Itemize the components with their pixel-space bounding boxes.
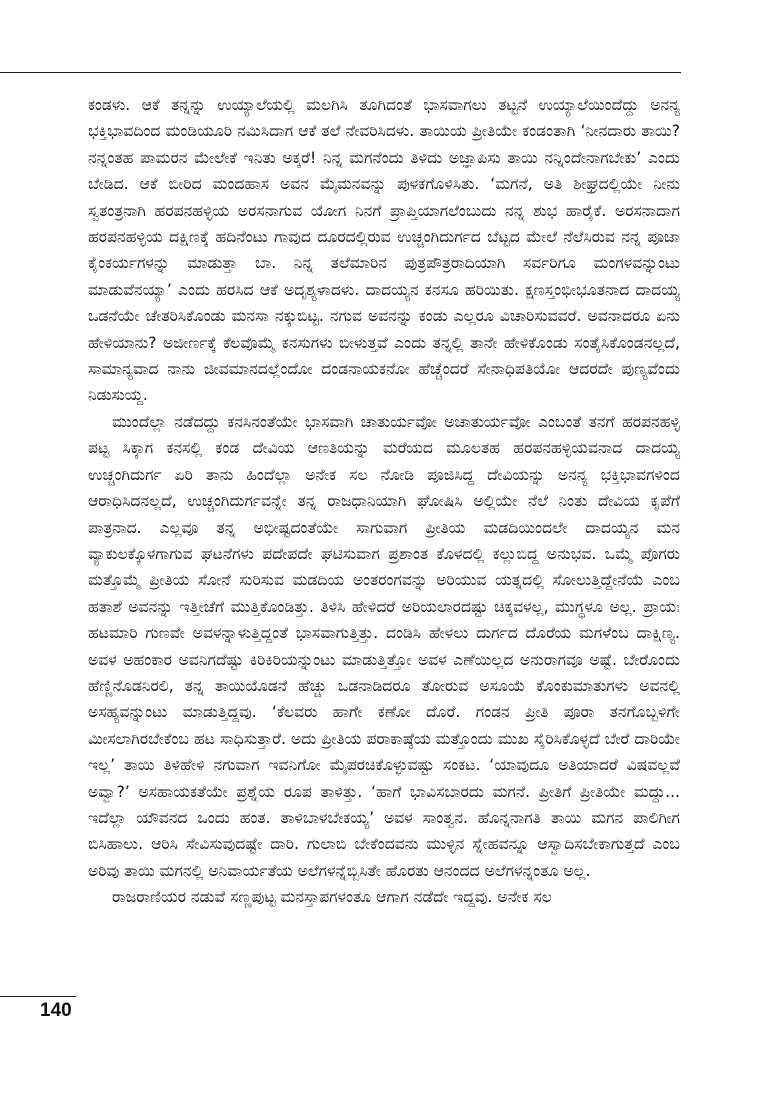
body-text <box>88 92 680 911</box>
page-number: 140 <box>40 1000 72 1021</box>
footer-rule <box>0 996 76 997</box>
header-rule <box>0 72 681 73</box>
paragraph-2: ಮುಂದೆಲ್ಲಾ ನಡೆದದ್ದು ಕನಸಿನಂತೆಯೇ ಭಾಸವಾಗಿ ಚಾತುರ್ಯವೋ ಅಚಾತುರ್ಯವೋ ಎಂಬಂತೆ ತನಗೆ ಹರಪನಹಳ್ಳಿ ಪಟ್ಟ ಸಿಕ್ಕಾಗ ಕನಸಲ್ಲಿ ಕಂಡ ದೇವಿಯ ಆಣತಿಯನ್ನು ಮರೆಯದ ಮೂಲತಹ ಹರಪನಹಳ್ಳಿಯವನಾದ ದಾದಯ್ಯ ಉಚ್ಚಂಗಿದುರ್ಗ ಏರಿ ತಾನು ಹಿಂದೆಲ್ಲಾ ಅನೇಕ ಸಲ ನೋಡಿ ಪೂಜಿಸಿದ್ದ ದೇವಿಯನ್ನು ಅನನ್ಯ ಭಕ್ತಿಭಾವಗಳಿಂದ ಆರಾಧಿಸಿದನಲ್ಲದೆ, ಉಚ್ಚಂಗಿದುರ್ಗವನ್ನೇ ತನ್ನ ರಾಜಧಾನಿಯಾಗಿ ಘೋಷಿಸಿ ಅಲ್ಲಿಯೇ ನೆಲೆ ನಿಂತು ದೇವಿಯ ಕೃಪೆಗೆ ಪಾತ್ರನಾದ. ಎಲ್ಲವೂ ತನ್ನ ಅಭೀಷ್ಟದಂತೆಯೇ ಸಾಗುವಾಗ ಪ್ರೀತಿಯ ಮಡದಿಯಿಂದಲೇ ದಾದಯ್ಯನ ಮನ ವ್ಯಾಕುಲಕ್ಕೊಳಗಾಗುವ ಘಟನೆಗಳು ಪದೇಪದೇ ಘಟಿಸುವಾಗ ಪ್ರಶಾಂತ ಕೊಳದಲ್ಲಿ ಕಲ್ಲುಬಿದ್ದ ಅನುಭವ. ಒಮ್ಮೆ ಪೊಗರು ಮತ್ತೊಮ್ಮೆ ಪ್ರೀತಿಯ ಸೋನೆ ಸುರಿಸುವ ಮಡದಿಯ ಅಂತರಂಗವನ್ನು ಅರಿಯುವ ಯತ್ನದಲ್ಲಿ ಸೋಲುತ್ತಿದ್ದೇನೆಯೆ ಎಂಬ ಹತಾಶೆ ಅವನನ್ನು ಇತ್ತೀಚೆಗೆ ಮುತ್ತಿಕೊಂಡಿತ್ತು. ತಿಳಿಸಿ ಹೇಳಿದರೆ ಅರಿಯಲಾರದಷ್ಟು ಚಿಕ್ಕವಳಲ್ಲ, ಮುಗ್ಧಳೂ ಅಲ್ಲ. ಪ್ರಾಯಃ ಹಟಮಾರಿ ಗುಣವೇ ಅವಳನ್ನಾಳುತ್ತಿದ್ದಂತೆ ಭಾಸವಾಗುತ್ತಿತ್ತು. ದಂಡಿಸಿ ಹೇಳಲು ದುರ್ಗದ ದೊರೆಯ ಮಗಳೆಂಬ ದಾಕ್ಷಿಣ್ಯ. ಅವಳ ಅಹಂಕಾರ ಅವನಿಗದೆಷ್ಟು ಕಿರಿಕಿರಿಯನ್ನುಂಟು ಮಾಡುತ್ತಿತ್ತೋ ಅವಳ ಎಣೆಯಿಲ್ಲದ ಅನುರಾಗವೂ ಅಷ್ಟೆ. ಬೇರೊಂದು ಹೆಣ್ಣಿನೊಡನಿರಲಿ, ತನ್ನ ತಾಯಿಯೊಡನೆ ಹೆಚ್ಚು ಒಡನಾಡಿದರೂ ತೋರುವ ಅಸೂಯೆ ಕೊಂಕುಮಾತುಗಳು ಅವನಲ್ಲಿ ಅಸಹ್ಯವನ್ನುಂಟು ಮಾಡುತ್ತಿದ್ದವು. ‘ಕೆಲವರು ಹಾಗೇ ಕಣೋ ದೊರೆ. ಗಂಡನ ಪ್ರೀತಿ ಪೂರಾ ತನಗೊಬ್ಬಳಿಗೇ ಮೀಸಲಾಗಿರಬೇಕೆಂಬ ಹಟ ಸಾಧಿಸುತ್ತಾರೆ. ಅದು ಪ್ರೀತಿಯ ಪರಾಕಾಷ್ಠೆಯ ಮತ್ತೊಂದು ಮುಖ ಸೈರಿಸಿಕೊಳ್ಳದೆ ಬೇರೆ ದಾರಿಯೇ ಇಲ್ಲ’ ತಾಯಿ ತಿಳಿಹೇಳಿ ನಗುವಾಗ ಇವನಿಗೋ ಮೈಪರಚಿಕೊಳ್ಳುವಷ್ಟು ಸಂಕಟ. ‘ಯಾವುದೂ ಅತಿಯಾದರೆ ವಿಷವಲ್ಲವೆ ಅವ್ವಾ?’ ಅಸಹಾಯಕತೆಯೇ ಪ್ರಶ್ನೆಯ ರೂಪ ತಾಳಿತ್ತು. ‘ಹಾಗೆ ಭಾವಿಸಬಾರದು ಮಗನೆ. ಪ್ರೀತಿಗೆ ಪ್ರೀತಿಯೇ ಮದ್ದು... ಇದೆಲ್ಲಾ ಯೌವನದ ಒಂದು ಹಂತ. ತಾಳಿಬಾಳಬೇಕಯ್ಯ’ ಅವಳ ಸಾಂತ್ವನ. ಹೊನ್ನನಾಗತಿ ತಾಯಿ ಮಗನ ಪಾಲಿಗೀಗ ಬಿಸಿಹಾಲು. ಆರಿಸಿ ಸೇವಿಸುವುದಷ್ಟೇ ದಾರಿ. ಗುಲಾಬಿ ಬೇಕೆಂದವನು ಮುಳ್ಳಿನ ಸ್ನೇಹವನ್ನೂ ಆಸ್ವಾದಿಸಬೇಕಾಗುತ್ತದೆ ಎಂಬ ಅರಿವು ತಾಯಿ ಮಗನಲ್ಲಿ ಅನಿವಾರ್ಯತೆಯ ಅಲೆಗಳನ್ನೆಬ್ಬಿಸಿತೇ ಹೊರತು ಆನಂದದ ಅಲೆಗಳನ್ನಂತೂ ಅಲ್ಲ. <box>88 412 680 880</box>
paragraph-1: ಕಂಡಳು. ಆಕೆ ತನ್ನನ್ನು ಉಯ್ಯಾಲೆಯಲ್ಲಿ ಮಲಗಿಸಿ ತೂಗಿದಂತೆ ಭಾಸವಾಗಲು ತಟ್ಟನೆ ಉಯ್ಯಾಲೆಯಿಂದೆದ್ದು ಅನನ್ಯ ಭಕ್ತಿಭಾವದಿಂದ ಮಂಡಿಯೂರಿ ನಮಿಸಿದಾಗ ಆಕೆ ತಲೆ ನೇವರಿಸಿದಳು. ತಾಯಿಯ ಪ್ರೀತಿಯೇ ಕಂಡಂತಾಗಿ ‘ನೀನದಾರು ತಾಯಿ? ನನ್ನಂತಹ ಪಾಮರನ ಮೇಲೇಕೆ ಇನಿತು ಅಕ್ಕರೆ! ನಿನ್ನ ಮಗನೆಂದು ತಿಳಿದು ಅಜ್ಞಾಪಿಸು ತಾಯಿ ನನ್ನಿಂದೇನಾಗಬೇಕು’ ಎಂದು ಬೇಡಿದ. ಆಕೆ ಬೀರಿದ ಮಂದಹಾಸ ಅವನ ಮೈಮನವನ್ನು ಪುಳಕಗೊಳಿಸಿತು. ‘ಮಗನೆ, ಅತಿ ಶೀಘ್ರದಲ್ಲಿಯೇ ನೀನು ಸ್ವತಂತ್ರನಾಗಿ ಹರಪನಹಳ್ಳಿಯ ಅರಸನಾಗುವ ಯೋಗ ನಿನಗೆ ಪ್ರಾಪ್ತಿಯಾಗಲೆಂಬುದು ನನ್ನ ಶುಭ ಹಾರೈಕೆ. ಅರಸನಾದಾಗ ಹರಪನಹಳ್ಳಿಯ ದಕ್ಷಿಣಕ್ಕೆ ಹದಿನೆಂಟು ಗಾವುದ ದೂರದಲ್ಲಿರುವ ಉಚ್ಚಂಗಿದುರ್ಗದ ಬೆಟ್ಟದ ಮೇಲೆ ನೆಲೆಸಿರುವ ನನ್ನ ಪೂಜಾ ಕೈಂಕರ್ಯಗಳನ್ನು ಮಾಡುತ್ತಾ ಬಾ. ನಿನ್ನ ತಲೆಮಾರಿನ ಪುತ್ರಪೌತ್ರರಾದಿಯಾಗಿ ಸರ್ವರಿಗೂ ಮಂಗಳವನ್ನುಂಟು ಮಾಡುವೆನಯ್ಯಾ’ ಎಂದು ಹರಸಿದ ಆಕೆ ಅದೃಶ್ಯಳಾದಳು. ದಾದಯ್ಯನ ಕನಸೂ ಹರಿಯಿತು. ಕ್ಷಣಸ್ತಂಭೀಭೂತನಾದ ದಾದಯ್ಯ ಒಡನೆಯೇ ಚೇತರಿಸಿಕೊಂಡು ಮನಸಾ ನಕ್ಕುಬಿಟ್ಟ. ನಗುವ ಅವನನ್ನು ಕಂಡು ಎಲ್ಲರೂ ವಿಚಾರಿಸುವವರೆ. ಅವನಾದರೂ ಏನು ಹೇಳಿಯಾನು? ಅಜೀರ್ಣಕ್ಕೆ ಕೆಲವೊಮ್ಮೆ ಕನಸುಗಳು ಬೀಳುತ್ತವೆ ಎಂದು ತನ್ನಲ್ಲಿ ತಾನೇ ಹೇಳಿಕೊಂಡು ಸಂತೈಸಿಕೊಂಡನಲ್ಲದೆ, ಸಾಮಾನ್ಯವಾದ ನಾನು ಜೀವಮಾನದಲ್ಲೆಂದೋ ದಂಡನಾಯಕನೋ ಹೆಚ್ಚೆಂದರೆ ಸೇನಾಧಿಪತಿಯೋ ಆದರದೇ ಪುಣ್ಯವೆಂದು ನಿಡುಸುಯ್ದ. <box>88 96 680 405</box>
paragraph-3: ರಾಜರಾಣಿಯರ ನಡುವೆ ಸಣ್ಣಪುಟ್ಟ ಮನಸ್ತಾಪಗಳಂತೂ ಆಗಾಗ ನಡೆದೇ ಇದ್ದವು. ಅನೇಕ ಸಲ <box>112 888 552 907</box>
